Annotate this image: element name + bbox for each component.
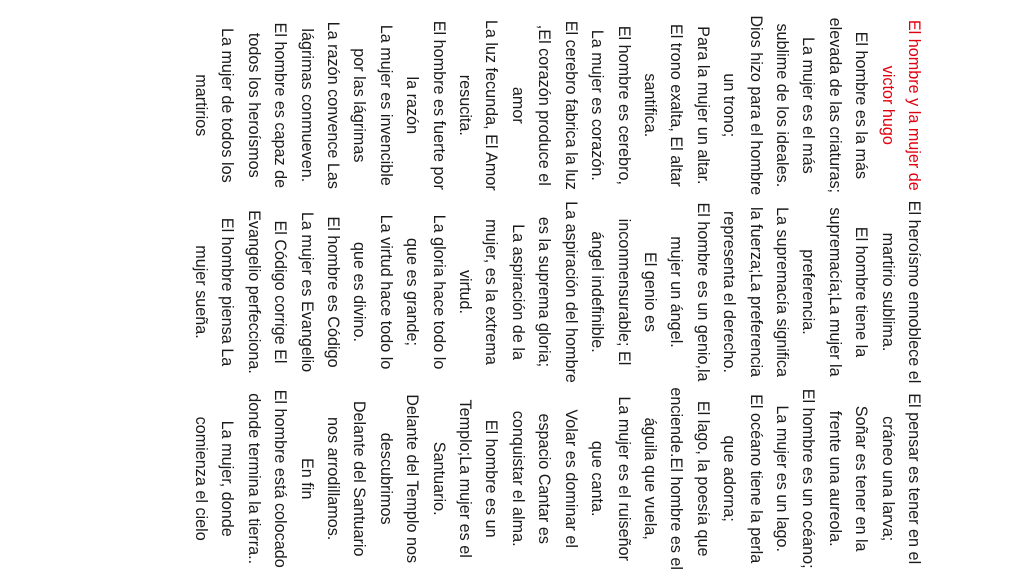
poem-line: El hombre es Código bbox=[324, 216, 343, 368]
poem-line: El heroísmo ennoblece el martirio sublima. bbox=[878, 200, 923, 384]
poem-line: El pensar es tener en el cráneo una larva; bbox=[878, 393, 923, 565]
poem-line: El hombre es un Templo;La mujer es el Santuario. bbox=[429, 399, 501, 558]
poem-line: La mujer de todos los martirios bbox=[192, 27, 237, 183]
poem-line: El hombre está colocado donde termina la tierra.. bbox=[244, 389, 290, 568]
poem-line: El océano tiene la perla que adorna; bbox=[720, 394, 765, 564]
poem-line: Dios hizo para el hombre un trono; bbox=[720, 15, 765, 196]
column-2 bbox=[147, 199, 927, 386]
poem-line: La gloria hace todo lo que es grande; bbox=[403, 214, 448, 370]
poem-line: En fin bbox=[297, 457, 316, 500]
rotated-text-frame bbox=[147, 12, 927, 572]
poem-line: El lago, la poesía que enciende.El hombre es el águila que vuela, bbox=[640, 387, 712, 571]
poem-line: El hombre piensa La mujer sueña. bbox=[192, 217, 237, 367]
poem-line: Delante del Santuario nos arrodillamos. bbox=[324, 400, 369, 557]
poem-line: La mujer es Evangelio bbox=[297, 211, 316, 373]
poem-line: El hombre es fuerte por la razón bbox=[403, 20, 448, 190]
poem-line: El genio es inconmensurable; El ángel indefinible. bbox=[588, 218, 659, 366]
poem-line: El hombre es capaz de todos los heroísmos bbox=[244, 22, 290, 189]
poem-line: La mujer es el más sublime de los ideales. bbox=[772, 23, 818, 188]
poem-line: La mujer es corazón. bbox=[588, 29, 607, 181]
poem-line: La razón convence Las lágrimas conmueven. bbox=[297, 21, 343, 190]
poem-line: El Código corrige El Evangelio perfecciona. bbox=[244, 210, 290, 374]
poem-line: El hombre tiene la supremacía;La mujer la preferencia. bbox=[799, 207, 871, 377]
poem-line: La supremacía significa la fuerza;La preferencia representa el derecho. bbox=[720, 206, 791, 378]
poem-line: La aspiración del hombre es la suprema gloria; bbox=[535, 201, 580, 383]
poem-line: Volar es dominar el espacio Cantar es conquistar el alma. bbox=[508, 409, 580, 548]
poem-line: La aspiración de la mujer, es la extrema virtud. bbox=[456, 219, 527, 365]
poem-line: El hombre es un genio,la mujer un ángel. bbox=[667, 202, 712, 382]
poem-line: La mujer es el ruiseñor que canta. bbox=[588, 396, 633, 561]
poem-line: El hombre es un océano; La mujer es un lago. bbox=[772, 388, 818, 569]
text-columns bbox=[147, 12, 927, 572]
column-1 bbox=[147, 12, 927, 199]
poem-line: La mujer es invencible por las lágrimas bbox=[350, 24, 395, 186]
poem-line: Delante del Templo nos descubrimos bbox=[376, 394, 422, 564]
poem-line: El hombre es cerebro, bbox=[614, 25, 633, 185]
poem-line: El hombre es la más elevada de las criaturas; bbox=[825, 17, 871, 194]
poem-line: Soñar es tener en la frente una aureola. bbox=[825, 405, 871, 552]
poem-line: La virtud hace todo lo que es divino. bbox=[350, 214, 395, 370]
poem-line: La mujer, donde comienza el cielo bbox=[192, 416, 237, 541]
column-3 bbox=[147, 385, 927, 572]
poem-line: La luz fecunda, El Amor resucita. bbox=[456, 19, 501, 191]
poem-line: El cerebro fabrica la luz ,El corazón produce el amor bbox=[508, 20, 580, 190]
poem-title: El hombre y la mujer de victor hugo bbox=[878, 19, 923, 191]
poem-line: Para la mujer un altar. bbox=[693, 26, 712, 185]
poem-line: El trono exalta, El altar santifica. bbox=[640, 23, 686, 187]
